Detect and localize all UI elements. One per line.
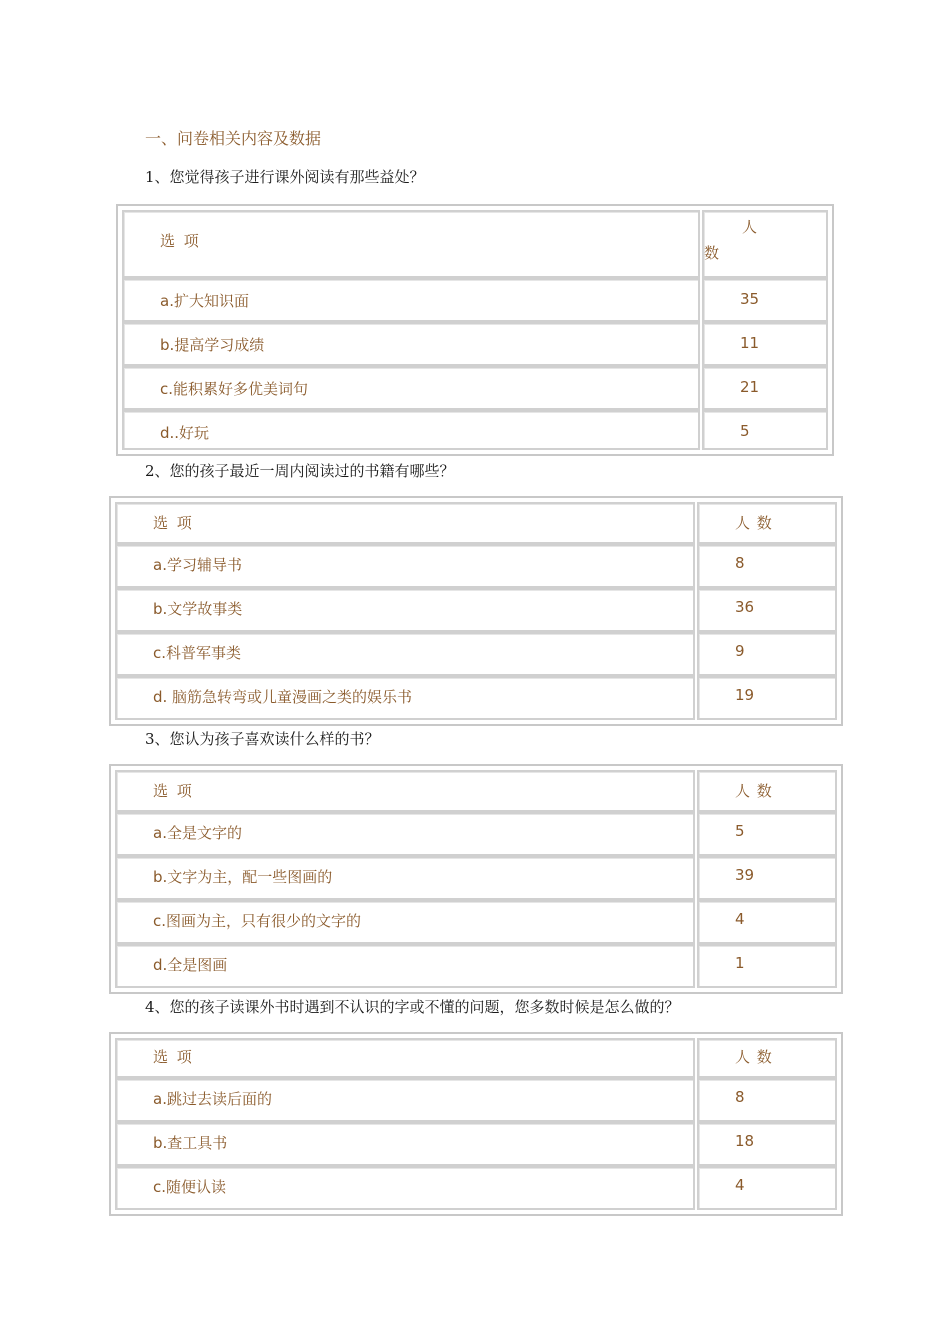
count-cell [697, 812, 837, 856]
question-2-table [109, 496, 843, 726]
option-label: c.随便认读 [153, 1178, 227, 1196]
count-value: 8 [735, 554, 745, 572]
question-4-table [109, 1032, 843, 1216]
option-label: d.全是图画 [153, 956, 228, 974]
table-row [115, 676, 695, 720]
option-label: d..好玩 [160, 424, 210, 442]
count-value: 5 [740, 422, 750, 440]
option-label: d. 脑筋急转弯或儿童漫画之类的娱乐书 [153, 688, 413, 706]
count-value: 8 [735, 1088, 745, 1106]
count-cell [702, 366, 828, 410]
header-option-label: 选 项 [153, 1048, 194, 1066]
option-label: b.文字为主，配一些图画的 [153, 868, 333, 886]
option-label: c.图画为主，只有很少的文字的 [153, 912, 362, 930]
header-option-cell [115, 1038, 695, 1078]
header-option-cell [115, 770, 695, 812]
count-cell [702, 278, 828, 322]
table-row [122, 366, 700, 410]
table-row [115, 812, 695, 856]
count-cell [697, 1166, 837, 1210]
count-cell [697, 676, 837, 720]
table-row [115, 632, 695, 676]
question-1-table [116, 204, 834, 456]
count-cell [697, 1078, 837, 1122]
table-row [115, 944, 695, 988]
table-row [122, 410, 700, 450]
header-count-cell [697, 502, 837, 544]
count-cell [697, 632, 837, 676]
header-option-label: 选 项 [160, 232, 201, 250]
option-label: a.跳过去读后面的 [153, 1090, 272, 1108]
header-option-cell [122, 210, 700, 278]
table-row [115, 588, 695, 632]
count-value: 4 [735, 1176, 745, 1194]
table-row [122, 322, 700, 366]
option-label: a.扩大知识面 [160, 292, 249, 310]
table-row [115, 900, 695, 944]
header-count-cell [697, 770, 837, 812]
table-row [115, 1166, 695, 1210]
header-count-label: 人 数 [735, 1048, 773, 1066]
count-value: 39 [735, 866, 755, 884]
option-label: c.科普军事类 [153, 644, 242, 662]
option-label: b.提高学习成绩 [160, 336, 265, 354]
count-value: 4 [735, 910, 745, 928]
header-count-label-bottom: 数 [704, 244, 720, 262]
count-cell [697, 588, 837, 632]
question-2-title: 2、您的孩子最近一周内阅读过的书籍有哪些？ [145, 462, 455, 480]
count-value: 9 [735, 642, 745, 660]
count-value: 18 [735, 1132, 755, 1150]
count-cell [697, 1122, 837, 1166]
option-label: a.学习辅导书 [153, 556, 242, 574]
header-count-label: 人 数 [735, 514, 773, 532]
option-label: c.能积累好多优美词句 [160, 380, 309, 398]
count-value: 11 [740, 334, 760, 352]
question-4-title: 4、您的孩子读课外书时遇到不认识的字或不懂的问题，您多数时候是怎么做的？ [145, 998, 680, 1016]
count-value: 5 [735, 822, 745, 840]
header-count-label: 人 数 [735, 782, 773, 800]
table-row [115, 1078, 695, 1122]
question-3-title: 3、您认为孩子喜欢读什么样的书？ [145, 730, 380, 748]
header-option-label: 选 项 [153, 782, 194, 800]
header-count-label-top: 人 [742, 218, 758, 236]
count-cell [697, 544, 837, 588]
count-cell [702, 410, 828, 450]
table-row [115, 1122, 695, 1166]
option-label: b.查工具书 [153, 1134, 228, 1152]
count-cell [697, 856, 837, 900]
table-row [115, 544, 695, 588]
header-option-label: 选 项 [153, 514, 194, 532]
table-row [115, 856, 695, 900]
question-1-title: 1、您觉得孩子进行课外阅读有那些益处？ [145, 168, 425, 186]
count-value: 19 [735, 686, 755, 704]
count-cell [697, 900, 837, 944]
count-value: 36 [735, 598, 755, 616]
count-value: 21 [740, 378, 760, 396]
count-cell [697, 944, 837, 988]
header-count-cell [697, 1038, 837, 1078]
header-option-cell [115, 502, 695, 544]
option-label: b.文学故事类 [153, 600, 243, 618]
count-value: 35 [740, 290, 760, 308]
table-row [122, 278, 700, 322]
option-label: a.全是文字的 [153, 824, 242, 842]
count-value: 1 [735, 954, 745, 972]
count-cell [702, 322, 828, 366]
header-count-cell [702, 210, 828, 278]
question-3-table [109, 764, 843, 994]
section-heading: 一、问卷相关内容及数据 [145, 129, 322, 148]
